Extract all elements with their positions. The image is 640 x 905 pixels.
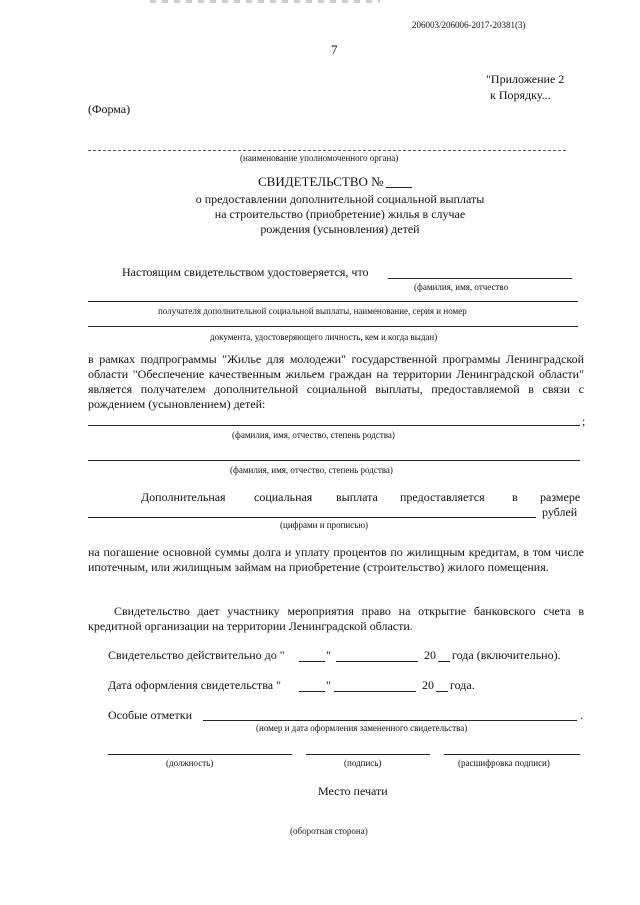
validity-day-line bbox=[299, 661, 325, 662]
caption-amount: (цифрами и прописью) bbox=[280, 520, 369, 530]
subtitle-line-3: рождения (усыновления) детей bbox=[260, 222, 420, 236]
validity-suffix: года (включительно). bbox=[452, 648, 561, 662]
certificate-title: СВИДЕТЕЛЬСТВО № bbox=[258, 174, 384, 189]
issue-year-line bbox=[436, 691, 448, 692]
validity-prefix: Свидетельство действительно до " bbox=[108, 648, 285, 662]
issue-day-line bbox=[299, 691, 325, 692]
certify-text: Настоящим свидетельством удостоверяется, что bbox=[122, 265, 369, 279]
amount-word-1: Дополнительная bbox=[141, 490, 226, 504]
form-label: (Форма) bbox=[88, 102, 131, 116]
program-paragraph: в рамках подпрограммы "Жилье для молодежи" государственной программы Ленинградской области "Обеспечение качественным жильем граждан на территории Ленинградской области" является получателем дополнительной социальной выплаты, предоставляемой в связи с рождением (усыновлением) детей: bbox=[88, 352, 584, 411]
subtitle-line-1: о предоставлении дополнительной социальной выплаты bbox=[195, 192, 485, 206]
issue-suffix: года. bbox=[450, 678, 475, 692]
amount-word-2: социальная bbox=[254, 490, 313, 504]
relative-line-1 bbox=[88, 425, 580, 426]
semicolon: ; bbox=[582, 414, 586, 428]
document-line bbox=[88, 326, 578, 327]
validity-year: 20 bbox=[424, 648, 436, 662]
special-marks-line bbox=[203, 720, 577, 721]
issue-month-line bbox=[334, 691, 416, 692]
fio-line bbox=[388, 278, 572, 279]
amount-word-3: выплата bbox=[336, 490, 378, 504]
caption-fio: (фамилия, имя, отчество bbox=[414, 282, 509, 292]
signature-line bbox=[306, 754, 430, 755]
caption-document: документа, удостоверяющего личность, кем и когда выдан) bbox=[210, 332, 438, 342]
amount-word-5: в bbox=[512, 490, 518, 504]
decoding-line bbox=[444, 754, 580, 755]
special-marks-label: Особые отметки bbox=[108, 708, 192, 722]
authority-line bbox=[88, 150, 566, 151]
caption-decoding: (расшифровка подписи) bbox=[458, 758, 550, 768]
scan-artifact bbox=[150, 0, 380, 3]
amount-word-6: размере bbox=[540, 490, 581, 504]
position-line bbox=[108, 754, 292, 755]
appendix-line-1: "Приложение 2 bbox=[486, 72, 565, 86]
subtitle-line-2: на строительство (приобретение) жилья в случае bbox=[214, 207, 466, 221]
purpose-paragraph: на погашение основной суммы долга и уплату процентов по жилищным кредитам, в том числе ипотечным, или жилищным займам на приобретение (строительство) жилого помещения. bbox=[88, 545, 584, 574]
appendix-line-2: к Порядку... bbox=[490, 88, 551, 102]
stamp-place: Место печати bbox=[318, 784, 388, 798]
issue-year: 20 bbox=[422, 678, 434, 692]
certificate-number-line bbox=[386, 187, 412, 188]
special-marks-caption: (номер и дата оформления замененного свидетельства) bbox=[256, 723, 468, 733]
validity-month-line bbox=[336, 661, 418, 662]
recipient-line bbox=[88, 301, 578, 302]
amount-word-4: предоставляется bbox=[400, 490, 485, 504]
caption-relation-1: (фамилия, имя, отчество, степень родства) bbox=[232, 430, 395, 440]
authority-caption: (наименование уполномоченного органа) bbox=[240, 153, 399, 163]
caption-recipient: получателя дополнительной социальной выплаты, наименование, серия и номер bbox=[158, 306, 467, 316]
special-marks-end: . bbox=[580, 708, 583, 722]
reverse-side-note: (оборотная сторона) bbox=[290, 826, 368, 836]
amount-line bbox=[88, 517, 536, 518]
page-number: 7 bbox=[331, 42, 338, 57]
caption-relation-2: (фамилия, имя, отчество, степень родства) bbox=[230, 465, 393, 475]
caption-position: (должность) bbox=[166, 758, 214, 768]
issue-mid: " bbox=[326, 678, 331, 692]
rights-paragraph: Свидетельство дает участнику мероприятия право на открытие банковского счета в кредитной организации на территории Ленинградской области. bbox=[88, 604, 584, 633]
document-code: 206003/206006-2017-20381(3) bbox=[412, 20, 526, 30]
relative-line-2 bbox=[88, 460, 580, 461]
caption-signature: (подпись) bbox=[344, 758, 382, 768]
validity-mid: " bbox=[326, 648, 331, 662]
validity-year-line bbox=[438, 661, 450, 662]
amount-unit: рублей bbox=[542, 505, 578, 519]
issue-prefix: Дата оформления свидетельства " bbox=[108, 678, 281, 692]
